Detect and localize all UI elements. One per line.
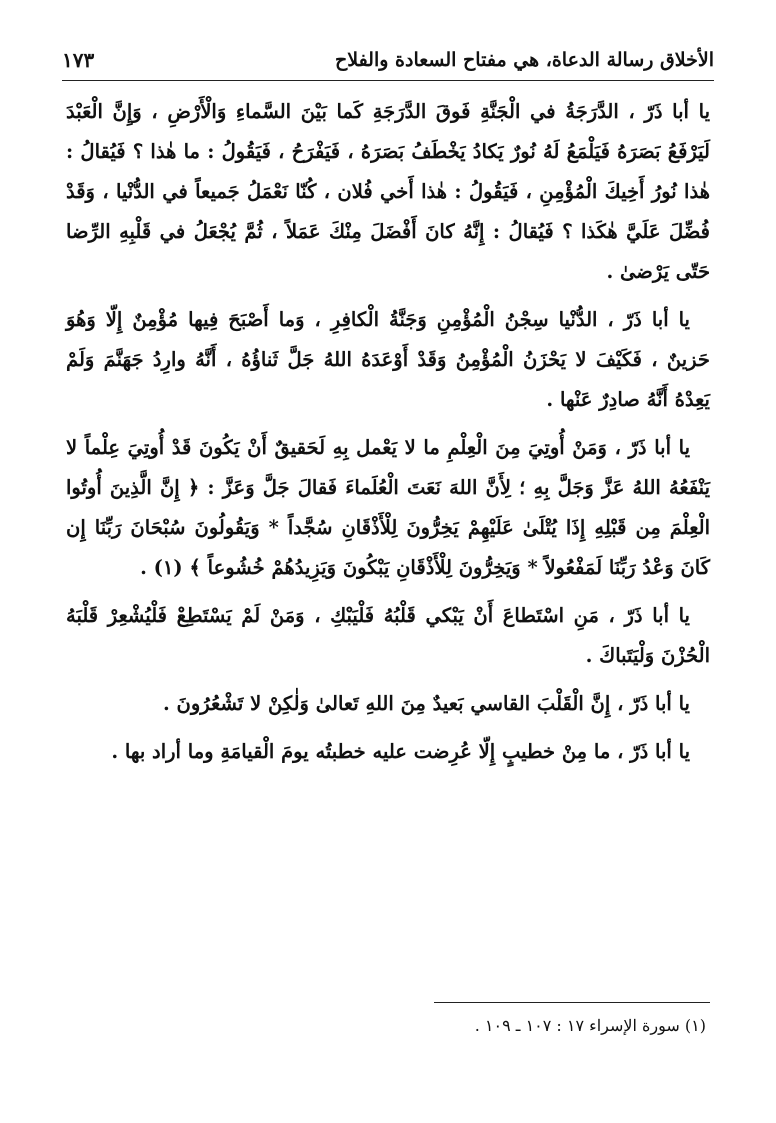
main-text	[66, 92, 710, 780]
running-header	[62, 40, 714, 81]
paragraph-4: يا أبا ذَرّ ، مَنِ اسْتَطاعَ أَنْ يَبْكي قَلْبُهُ فَلْيَبْكِ ، وَمَنْ لَمْ يَسْتَطِعْ فَلْيُشْعِرْ قَلْبَهُ الْحُزْنَ وَلْيَتَباكَ .	[66, 604, 710, 667]
paragraph-5: يا أبا ذَرّ ، إِنَّ الْقَلْبَ القاسي بَعيدٌ مِنَ اللهِ تَعالىٰ وَلٰكِنْ لا تَشْعُرُونَ .	[162, 692, 690, 715]
footnote-divider	[434, 1002, 710, 1003]
paragraph-1: يا أبا ذَرّ ، الدَّرَجَةُ في الْجَنَّةِ فَوقَ الدَّرَجَةِ كَما بَيْنَ السَّماءِ وَالْأَرْضِ ، وَإِنَّ الْعَبْدَ لَيَرْفَعُ بَصَرَهُ فَيَلْمَعُ لَهُ نُورٌ يَكادُ يَخْطَفُ بَصَرَهُ ، فَيَفْرَحُ ، فَيَقُولُ : ما هٰذا ؟ فَيُقالُ : هٰذا نُورُ أَخِيكَ الْمُؤْمِنِ ، فَيَقُولُ : هٰذا أَخي فُلان ، كُنّا نَعْمَلُ جَميعاً في الدُّنْيا ، وَقَدْ فُضِّلَ عَلَيَّ هٰكَذا ؟ فَيُقالُ : إِنَّهُ كانَ أَفْضَلَ مِنْكَ عَمَلاً ، ثُمَّ يُجْعَلُ في قَلْبِهِ الرِّضا حَتّى يَرْضىٰ .	[66, 100, 710, 283]
paragraph-3: يا أبا ذَرّ ، وَمَنْ أُوتِيَ مِنَ الْعِلْمِ ما لا يَعْمل بِهِ لَحَقيقٌ أَنْ يَكُونَ قَدْ أُوتِيَ عِلْماً لا يَنْفَعُهُ اللهُ عَزَّ وَجَلَّ بِهِ ؛ لِأَنَّ اللهَ نَعَتَ الْعُلَماءَ فَقالَ جَلَّ وَعَزَّ : ﴿ إِنَّ الَّذِينَ أُوتُوا الْعِلْمَ مِن قَبْلِهِ إِذَا يُتْلَىٰ عَلَيْهِمْ يَخِرُّونَ لِلْأَذْقَانِ سُجَّداً * وَيَقُولُونَ سُبْحَانَ رَبِّنَا إِن كَانَ وَعْدُ رَبِّنَا لَمَفْعُولاً * وَيَخِرُّونَ لِلْأَذْقَانِ يَبْكُونَ وَيَزِيدُهُمْ خُشُوعاً ﴾ (١) .	[66, 436, 710, 579]
page-number: ١٧٣	[62, 48, 95, 72]
paragraph-2: يا أبا ذَرّ ، الدُّنْيا سِجْنُ الْمُؤْمِنِ وَجَنَّةُ الْكافِرِ ، وَما أَصْبَحَ فِيها مُؤْمِنٌ إِلّا وَهُوَ حَزينٌ ، فَكَيْفَ لا يَحْزَنُ الْمُؤْمِنُ وَقَدْ أَوْعَدَهُ اللهُ جَلَّ ثَناؤُهُ ، أَنَّهُ وارِدُ جَهَنَّمَ وَلَمْ يَعِدْهُ أَنَّهُ صادِرٌ عَنْها .	[66, 308, 710, 411]
header-title: الأخلاق رسالة الدعاة، هي مفتاح السعادة والفلاح	[334, 49, 714, 71]
paragraph-6: يا أبا ذَرّ ، ما مِنْ خطيبٍ إِلّا عُرِضت عليه خطبتُه يومَ الْقيامَةِ وما أراد بها .	[111, 740, 690, 763]
footnote: (١) سورة الإسراء ١٧ : ١٠٧ ـ ١٠٩ .	[474, 1016, 706, 1035]
